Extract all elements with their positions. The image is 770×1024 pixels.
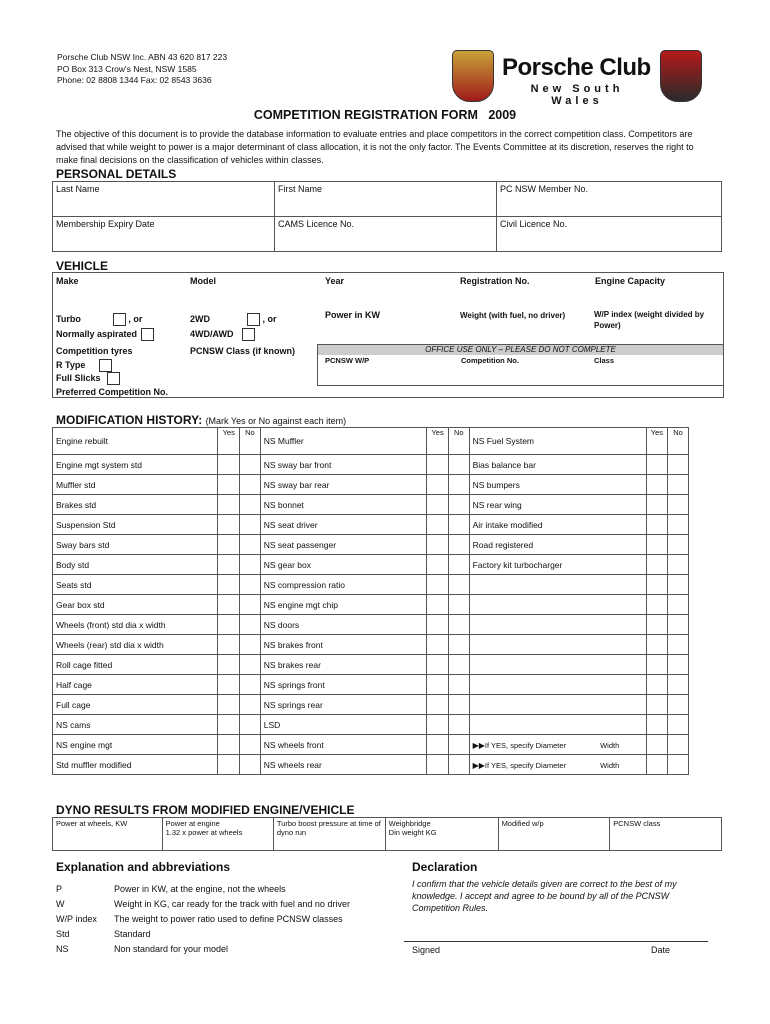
yes-checkbox[interactable] xyxy=(646,575,668,595)
no-checkbox[interactable] xyxy=(668,655,689,675)
pcnsw-wp-label: PCNSW W/P xyxy=(325,356,370,365)
no-checkbox[interactable] xyxy=(448,675,469,695)
mod-item-1: Wheels (front) std dia x width xyxy=(53,615,218,635)
vehicle-heading: VEHICLE xyxy=(56,259,109,273)
dyno-cell[interactable]: Turbo boost pressure at time of dyno run xyxy=(273,818,385,851)
cams-licence-field[interactable]: CAMS Licence No. xyxy=(275,217,497,252)
yes-checkbox[interactable] xyxy=(427,475,449,495)
org-details xyxy=(57,52,227,87)
no-checkbox[interactable] xyxy=(448,595,469,615)
yes-checkbox[interactable] xyxy=(218,715,240,735)
mod-row xyxy=(53,655,689,675)
no-checkbox[interactable] xyxy=(240,535,261,555)
mod-item-3 xyxy=(469,615,646,635)
no-checkbox[interactable] xyxy=(668,755,689,775)
no-checkbox[interactable] xyxy=(240,655,261,675)
yes-checkbox[interactable] xyxy=(646,735,668,755)
mod-item-2: NS seat passenger xyxy=(260,535,427,555)
mod-item-1: Brakes std xyxy=(53,495,218,515)
yes-checkbox[interactable] xyxy=(427,428,449,455)
mod-row xyxy=(53,675,689,695)
dyno-cell[interactable]: Weighbridge Din weight KG xyxy=(385,818,498,851)
mod-item-1: Engine rebuilt xyxy=(53,428,218,455)
no-header: No xyxy=(673,428,683,437)
yes-checkbox[interactable] xyxy=(218,735,240,755)
mod-item-2: NS engine mgt chip xyxy=(260,595,427,615)
turbo-group xyxy=(56,312,154,342)
no-checkbox[interactable] xyxy=(448,575,469,595)
mod-item-1: Muffler std xyxy=(53,475,218,495)
no-checkbox[interactable] xyxy=(240,735,261,755)
no-checkbox[interactable] xyxy=(448,695,469,715)
yes-checkbox[interactable] xyxy=(218,575,240,595)
mod-item-3: Factory kit turbocharger xyxy=(469,555,646,575)
mod-item-3 xyxy=(469,655,646,675)
membership-expiry-field[interactable]: Membership Expiry Date xyxy=(53,217,275,252)
no-checkbox[interactable] xyxy=(240,575,261,595)
mod-item-1: Wheels (rear) std dia x width xyxy=(53,635,218,655)
mod-item-1: Full cage xyxy=(53,695,218,715)
mod-item-2: NS brakes front xyxy=(260,635,427,655)
no-checkbox[interactable] xyxy=(448,455,469,475)
no-checkbox[interactable] xyxy=(240,695,261,715)
yes-checkbox[interactable] xyxy=(427,715,449,735)
no-checkbox[interactable] xyxy=(240,615,261,635)
double-arrow-icon: ▶▶ xyxy=(472,740,485,750)
mod-item-1: Seats std xyxy=(53,575,218,595)
yes-checkbox[interactable] xyxy=(646,635,668,655)
mod-row xyxy=(53,455,689,475)
mod-row xyxy=(53,575,689,595)
abbr-meaning: Power in KW, at the engine, not the wheels xyxy=(114,884,286,894)
yes-checkbox[interactable] xyxy=(427,575,449,595)
engine-label: Engine Capacity xyxy=(595,276,666,286)
dyno-cell[interactable]: Modified w/p xyxy=(498,818,610,851)
yes-checkbox[interactable] xyxy=(427,455,449,475)
signed-label: Signed xyxy=(412,945,441,955)
mod-item-1: Engine mgt system std xyxy=(53,455,218,475)
yes-checkbox[interactable] xyxy=(427,615,449,635)
no-checkbox[interactable] xyxy=(668,675,689,695)
no-checkbox[interactable] xyxy=(240,455,261,475)
mod-row xyxy=(53,735,689,755)
yes-checkbox[interactable] xyxy=(646,675,668,695)
or-label-2: , or xyxy=(262,314,277,324)
no-checkbox[interactable] xyxy=(668,515,689,535)
mod-item-1: Suspension Std xyxy=(53,515,218,535)
wheel-diameter-note: If YES, specify Diameter xyxy=(484,760,567,770)
no-checkbox[interactable] xyxy=(240,675,261,695)
mod-row xyxy=(53,635,689,655)
no-checkbox[interactable] xyxy=(448,715,469,735)
wheel-width-label: Width xyxy=(600,760,620,770)
no-checkbox[interactable] xyxy=(240,555,261,575)
wp-index-label: W/P index (weight divided by Power) xyxy=(594,310,705,330)
no-checkbox[interactable] xyxy=(448,735,469,755)
mod-row xyxy=(53,695,689,715)
yes-checkbox[interactable] xyxy=(427,595,449,615)
abbr-meaning: Non standard for your model xyxy=(114,944,229,954)
mod-item-2: NS sway bar rear xyxy=(260,475,427,495)
rtype-label: R Type xyxy=(56,359,86,370)
abbr-meaning: The weight to power ratio used to define PCNSW classes xyxy=(114,914,343,924)
yes-checkbox[interactable] xyxy=(427,555,449,575)
mod-item-1: Sway bars std xyxy=(53,535,218,555)
explanation-heading: Explanation and abbreviations xyxy=(56,860,231,874)
mods-heading xyxy=(56,413,346,427)
modification-table xyxy=(52,427,689,775)
mod-item-3: NS bumpers xyxy=(469,475,646,495)
yes-checkbox[interactable] xyxy=(646,515,668,535)
yes-checkbox[interactable] xyxy=(218,555,240,575)
no-checkbox[interactable] xyxy=(240,595,261,615)
mods-note: (Mark Yes or No against each item) xyxy=(205,416,347,426)
no-checkbox[interactable] xyxy=(668,535,689,555)
yes-checkbox[interactable] xyxy=(218,675,240,695)
mod-row xyxy=(53,428,689,455)
abbr-key: W/P index xyxy=(56,914,97,924)
yes-checkbox[interactable] xyxy=(218,455,240,475)
make-label: Make xyxy=(56,276,79,286)
power-label: Power in KW xyxy=(325,310,381,320)
mod-item-3 xyxy=(469,595,646,615)
no-checkbox[interactable] xyxy=(668,595,689,615)
pref-comp-label: Preferred Competition No. xyxy=(56,386,169,397)
yes-checkbox[interactable] xyxy=(427,515,449,535)
yes-checkbox[interactable] xyxy=(646,535,668,555)
yes-checkbox[interactable] xyxy=(427,675,449,695)
mod-item-3: Bias balance bar xyxy=(469,455,646,475)
mod-item-3: NS rear wing xyxy=(469,495,646,515)
mod-row xyxy=(53,535,689,555)
declaration-text: I confirm that the vehicle details given are correct to the best of my knowledge. I accept and agree to be bound by all of the PCNSW Competition Rules. xyxy=(412,879,677,913)
tyres-group xyxy=(56,345,168,399)
na-checkbox[interactable] xyxy=(141,328,154,341)
mod-item-2: NS gear box xyxy=(260,555,427,575)
explanation-item xyxy=(56,912,350,927)
no-checkbox[interactable] xyxy=(668,555,689,575)
yes-checkbox[interactable] xyxy=(646,715,668,735)
no-checkbox[interactable] xyxy=(668,735,689,755)
rtype-checkbox[interactable] xyxy=(99,359,112,372)
mod-row xyxy=(53,555,689,575)
no-checkbox[interactable] xyxy=(240,495,261,515)
yes-checkbox[interactable] xyxy=(427,755,449,775)
declaration-heading: Declaration xyxy=(412,860,478,874)
no-checkbox[interactable] xyxy=(448,655,469,675)
yes-checkbox[interactable] xyxy=(427,695,449,715)
yes-checkbox[interactable] xyxy=(646,655,668,675)
no-checkbox[interactable] xyxy=(668,635,689,655)
na-label: Normally aspirated xyxy=(56,329,138,339)
date-label: Date xyxy=(651,945,671,955)
explanation-item xyxy=(56,942,350,957)
dyno-table xyxy=(52,817,722,851)
yes-checkbox[interactable] xyxy=(646,755,668,775)
mod-item-1: NS cams xyxy=(53,715,218,735)
explanation-item xyxy=(56,882,350,897)
first-name-field[interactable]: First Name xyxy=(275,182,497,217)
mod-item-1: NS engine mgt xyxy=(53,735,218,755)
yes-checkbox[interactable] xyxy=(218,635,240,655)
no-checkbox[interactable] xyxy=(448,635,469,655)
mod-item-3 xyxy=(469,675,646,695)
yes-header: Yes xyxy=(431,428,444,437)
mod-item-3: Road registered xyxy=(469,535,646,555)
yes-checkbox[interactable] xyxy=(218,655,240,675)
no-checkbox[interactable] xyxy=(240,428,261,455)
no-checkbox[interactable] xyxy=(240,755,261,775)
mod-item-2: NS bonnet xyxy=(260,495,427,515)
no-checkbox[interactable] xyxy=(240,515,261,535)
intro-text: The objective of this document is to provide the database information to evaluate entries and place competitors in the correct competition class. Competitors are advised that while weight to power is a major determinant of class allocation, it is not the only factor. The Events Committee at its discretion, reserves the right to make final decisions on the classification of vehicles within classes. xyxy=(56,129,694,165)
mod-row xyxy=(53,595,689,615)
explanation-item xyxy=(56,897,350,912)
mod-item-2: NS brakes rear xyxy=(260,655,427,675)
double-arrow-icon: ▶▶ xyxy=(472,760,485,770)
yes-checkbox[interactable] xyxy=(218,615,240,635)
abbr-key: Std xyxy=(56,929,70,939)
mod-row xyxy=(53,515,689,535)
yes-checkbox[interactable] xyxy=(646,495,668,515)
2wd-label: 2WD xyxy=(190,314,210,324)
dyno-heading: DYNO RESULTS FROM MODIFIED ENGINE/VEHICLE xyxy=(56,803,355,817)
nsw-crest-icon xyxy=(660,50,702,102)
comp-no-label: Competition No. xyxy=(461,356,519,365)
no-checkbox[interactable] xyxy=(240,475,261,495)
mod-item-2: NS wheels rear xyxy=(260,755,427,775)
explanation-list xyxy=(56,882,350,957)
mod-item-1: Half cage xyxy=(53,675,218,695)
rego-label: Registration No. xyxy=(460,276,530,286)
mod-item-3 xyxy=(469,695,646,715)
yes-header: Yes xyxy=(650,428,663,437)
mod-item-2: NS seat driver xyxy=(260,515,427,535)
no-checkbox[interactable] xyxy=(448,615,469,635)
mod-row xyxy=(53,495,689,515)
mod-item-3: Air intake modified xyxy=(469,515,646,535)
yes-checkbox[interactable] xyxy=(218,755,240,775)
or-label: , or xyxy=(128,314,143,324)
yes-checkbox[interactable] xyxy=(646,428,668,455)
personal-table xyxy=(52,181,722,252)
form-title: COMPETITION REGISTRATION FORM 2009 xyxy=(253,108,517,122)
yes-checkbox[interactable] xyxy=(218,495,240,515)
member-no-field[interactable]: PC NSW Member No. xyxy=(497,182,722,217)
abbr-key: P xyxy=(56,884,63,894)
year-label: Year xyxy=(325,276,345,286)
abbr-key: W xyxy=(56,899,65,909)
mod-item-2: NS springs front xyxy=(260,675,427,695)
no-checkbox[interactable] xyxy=(668,715,689,735)
mod-item-3: NS Fuel System xyxy=(469,428,646,455)
4wd-label: 4WD/AWD xyxy=(190,329,234,339)
yes-checkbox[interactable] xyxy=(646,455,668,475)
no-checkbox[interactable] xyxy=(668,615,689,635)
no-checkbox[interactable] xyxy=(448,755,469,775)
abbr-meaning: Weight in KG, car ready for the track with fuel and no driver xyxy=(114,899,350,909)
no-checkbox[interactable] xyxy=(668,495,689,515)
no-checkbox[interactable] xyxy=(448,515,469,535)
mods-heading-text: MODIFICATION HISTORY: xyxy=(56,413,203,427)
dyno-cell[interactable]: Power at engine 1.32 x power at wheels xyxy=(162,818,273,851)
personal-heading: PERSONAL DETAILS xyxy=(56,167,177,181)
no-checkbox[interactable] xyxy=(668,695,689,715)
yes-checkbox[interactable] xyxy=(646,615,668,635)
yes-checkbox[interactable] xyxy=(218,475,240,495)
mod-item-2: NS doors xyxy=(260,615,427,635)
no-header: No xyxy=(453,428,464,437)
yes-checkbox[interactable] xyxy=(427,635,449,655)
mod-item-2: NS springs rear xyxy=(260,695,427,715)
org-line-2: PO Box 313 Crow's Nest, NSW 1585 xyxy=(57,63,197,74)
club-subtitle: New South Wales xyxy=(530,83,624,107)
pcnsw-class-label: PCNSW Class (if known) xyxy=(190,346,296,356)
no-checkbox[interactable] xyxy=(448,535,469,555)
abbr-meaning: Standard xyxy=(114,929,151,939)
porsche-crest-icon xyxy=(452,50,494,102)
slicks-label: Full Slicks xyxy=(56,373,101,383)
4wd-checkbox[interactable] xyxy=(242,328,255,341)
slicks-checkbox[interactable] xyxy=(107,372,120,385)
mod-item-3 xyxy=(469,635,646,655)
yes-checkbox[interactable] xyxy=(218,515,240,535)
mod-item-3 xyxy=(469,575,646,595)
yes-checkbox[interactable] xyxy=(646,695,668,715)
mod-item-2: NS sway bar front xyxy=(260,455,427,475)
mod-item-3 xyxy=(469,715,646,735)
yes-checkbox[interactable] xyxy=(427,535,449,555)
office-use-box xyxy=(317,344,724,386)
mod-row xyxy=(53,615,689,635)
no-checkbox[interactable] xyxy=(668,455,689,475)
wheel-diameter-note: If YES, specify Diameter xyxy=(484,740,567,750)
yes-checkbox[interactable] xyxy=(427,495,449,515)
no-header: No xyxy=(245,428,255,437)
mod-item-1: Roll cage fitted xyxy=(53,655,218,675)
yes-checkbox[interactable] xyxy=(218,595,240,615)
mod-row xyxy=(53,715,689,735)
yes-checkbox[interactable] xyxy=(218,428,240,455)
yes-checkbox[interactable] xyxy=(646,595,668,615)
yes-checkbox[interactable] xyxy=(646,475,668,495)
no-checkbox[interactable] xyxy=(240,635,261,655)
abbr-key: NS xyxy=(56,944,69,954)
yes-checkbox[interactable] xyxy=(427,655,449,675)
last-name-field[interactable]: Last Name xyxy=(53,182,275,217)
turbo-label: Turbo xyxy=(56,314,81,324)
mod-item-2: NS Muffler xyxy=(260,428,427,455)
org-line-3: Phone: 02 8808 1344 Fax: 02 8543 3636 xyxy=(57,75,212,85)
mod-item-2: NS wheels front xyxy=(260,735,427,755)
no-checkbox[interactable] xyxy=(668,575,689,595)
mod-item-1: Std muffler modified xyxy=(53,755,218,775)
club-logo xyxy=(452,50,702,107)
no-checkbox[interactable] xyxy=(448,495,469,515)
yes-header: Yes xyxy=(222,428,235,437)
office-use-banner: OFFICE USE ONLY – PLEASE DO NOT COMPLETE xyxy=(318,345,723,355)
2wd-checkbox[interactable] xyxy=(247,313,260,326)
yes-checkbox[interactable] xyxy=(218,535,240,555)
wheel-width-label: Width xyxy=(600,740,620,750)
no-checkbox[interactable] xyxy=(240,715,261,735)
org-line-1: Porsche Club NSW Inc. ABN 43 620 817 223 xyxy=(57,52,228,62)
weight-label: Weight (with fuel, no driver) xyxy=(460,311,566,320)
mod-item-3 xyxy=(469,755,646,775)
civil-licence-field[interactable]: Civil Licence No. xyxy=(497,217,722,252)
mod-row xyxy=(53,755,689,775)
mod-item-2: NS compression ratio xyxy=(260,575,427,595)
drive-group xyxy=(190,312,277,342)
signature-line[interactable] xyxy=(404,941,708,942)
yes-checkbox[interactable] xyxy=(646,555,668,575)
no-checkbox[interactable] xyxy=(668,475,689,495)
dyno-cell[interactable]: PCNSW class xyxy=(610,818,722,851)
no-checkbox[interactable] xyxy=(448,428,469,455)
mod-item-1: Gear box std xyxy=(53,595,218,615)
dyno-cell[interactable]: Power at wheels, KW xyxy=(53,818,163,851)
mod-item-1: Body std xyxy=(53,555,218,575)
yes-checkbox[interactable] xyxy=(218,695,240,715)
comp-tyres-label: Competition tyres xyxy=(56,346,133,356)
no-checkbox[interactable] xyxy=(448,475,469,495)
turbo-checkbox[interactable] xyxy=(113,313,126,326)
mod-row xyxy=(53,475,689,495)
mod-item-2: LSD xyxy=(260,715,427,735)
model-label: Model xyxy=(190,276,216,286)
class-label: Class xyxy=(594,356,615,365)
explanation-item xyxy=(56,927,350,942)
no-checkbox[interactable] xyxy=(668,428,689,455)
yes-checkbox[interactable] xyxy=(427,735,449,755)
club-name: Porsche Club xyxy=(502,54,651,81)
mod-item-3 xyxy=(469,735,646,755)
no-checkbox[interactable] xyxy=(448,555,469,575)
